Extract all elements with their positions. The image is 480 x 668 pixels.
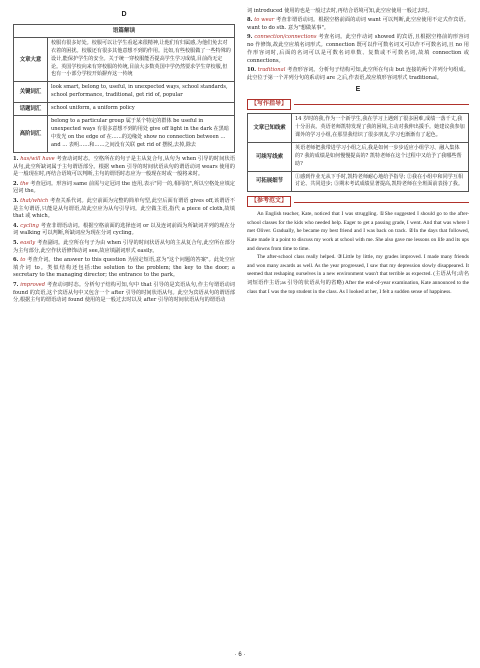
answer-key: traditional [257, 67, 286, 74]
answer-text: 考查副词。此空所在句子为由 when 引导的时间状语从句的主从复合句,此空所在部分为主句部分,此空作状语修饰动词 see,故应填副词形式 easily。 [13, 239, 236, 254]
answer-text: 考查动词时态。分析句子结构可知,句中 that 引导的是宾语从句,作主句谓语动词 found 的宾语,这个宾语从句中又包含一个 after 引导的时间状语从句。此空为宾语从句的谓语部分,根据主句的谓语动词 found 使用的是一般过去时以及 after 引导的时间状语从句的谓语动 [13, 281, 235, 304]
row-label: 可续写线索 [248, 142, 292, 171]
divider [294, 104, 469, 105]
row-content: ①感到作业无从下手时,凯特老师耐心地给予指导; ②我在小组中和同学互相讨论、共同进步; ③期末考试成绩显著提高,凯特老师在全班面前表扬了我。 [292, 171, 469, 192]
answer-item [247, 8, 469, 16]
answer-key: easily [20, 239, 36, 246]
sample-essay-tag: 【参考范文】 [247, 196, 291, 207]
sample-essay-header [247, 196, 469, 207]
table-row [14, 103, 235, 116]
answer-explanations-cont [247, 8, 469, 83]
answer-text: 考查非谓语动词。根据空格前面的动词 want 可以判断,此空应使用不定式作宾语。want to do sth. 意为"想做某事"。 [247, 17, 469, 32]
section-letter-e: E [355, 85, 361, 93]
table-row [248, 171, 469, 192]
answer-key: has/will have [20, 155, 55, 162]
section-letter-d: D [121, 11, 127, 18]
answer-explanations [13, 156, 235, 305]
row-content: look smart, belong to, useful, in unexpected ways, school standards, school performance, traditional, get rid of, popular [48, 82, 235, 103]
writing-guide-tag: 【写作指导】 [247, 99, 291, 110]
writing-guide-header [247, 99, 469, 110]
table-row [14, 116, 235, 153]
divider [294, 202, 469, 203]
answer-item: 6. to 考查介词。the answer to this question 为固定短语,意为"这个问题的答案"。此处空应填介词 to。类似结构还包括:the solution to the problem; the key to the door; a secretary to the managing director; the entrance to the park。 [13, 256, 235, 279]
essay-paragraph: The after-school class really helped. ③Little by little, my grades improved. I made many friends and won many awards as well. As the year progressed, I saw that my depression slowly disappeared. It seemed that reshaping ourselves in a new environment wasn't that terrible as expected. (主语从句;动名词短语作主语;as 引导的状语从句的省略) After the end-of-year examination, Kate announced to the class that I was the top student in the class. As I looked at her, I felt a sudden sense of happiness. [247, 254, 469, 295]
answer-key: that/which [20, 197, 49, 204]
row-label: 高阶词汇 [14, 116, 48, 153]
table-row [14, 82, 235, 103]
left-column [13, 8, 235, 307]
answer-key: connection/connections [254, 34, 317, 41]
row-content: 14 岁时的我,作为一个新学生,我在学习上遇到了很多困难,成绩一落千丈,我十分沮丧。英语老师凯特发现了我的困境,主动对我伸出援手。她建议我参加课外的学习小组,在那里我结识了很多朋友,学习也渐渐有了起色。 [292, 114, 469, 143]
answer-key: the [20, 180, 29, 187]
table-row [248, 142, 469, 171]
right-column [247, 8, 469, 296]
row-content: 英语老师把我带进学习小组之后,我是如何一步步适应小组学习、融入集体的? 我的成绩是如何慢慢提高的? 凯特老师在这个过程中又给予了我哪些帮助? [292, 142, 469, 171]
writing-guide-table [247, 113, 469, 192]
answer-text: 考查关系代词。此空前面为完整的简单句型,此空后面有谓语 gives off,该谓语不是主句谓语,只能是从句谓语,故此空应为从句引导词。此空做主语,指代 a piece of cloth,故填 that 或 which。 [13, 197, 235, 220]
answer-item: 4. cycling 考查非谓语动词。根据空格前面的选择连词 or 以及连词前面为所缺词并列的现在分词 walking 可以判断,所缺词应为现在分词 cycling。 [13, 222, 236, 237]
answer-text: 词 introduced 使用的也是一般过去时,再结合语境可知,此空应使用一般过去时。 [247, 8, 433, 14]
answer-text: 考查名词。此空作动词 showed 的宾语,且根据空格前的形容词 no 作修饰,故此空应填名词形式。connection 既可以作可数名词又可以作不可数名词,且 no 用作形容词时,后面的名词可以是可数名词单数、复数或不可数名词,故填 connection 或 connections。 [247, 34, 469, 64]
row-label: 可拓展细节 [248, 171, 292, 192]
answer-key: to wear [254, 17, 275, 24]
answer-key: improved [20, 281, 46, 288]
answer-text: 考查介词。the answer to this question 为固定短语,意为"这个问题的答案"。此处空应填介词 to。类似结构还包括:the solution to the problem; the key to the door; a secretary to the managing director; the entrance to the park。 [13, 256, 235, 279]
row-label: 文章已知线索 [248, 114, 292, 143]
row-label: 关键词汇 [14, 82, 48, 103]
answer-item: 2. the 考查冠词。形容词 same 前需与定冠词 the 连用,表示"同一的,相同的",所以空格处应填定冠词 the。 [13, 180, 235, 195]
page-number: · 6 · [234, 652, 246, 658]
essay-paragraph: An English teacher, Kate, noticed that I was struggling. ①She suggested I should go to the after-school classes for the kids who needed help. Eager to get a passing grade, I went. And that was where I met Oliver. Gradually, he became my best friend and I was back on track. ②In the days that followed, Kate made it a point to discuss my work at school with me. She also gave me lessons on life and its ups and downs from time to time. [247, 211, 469, 252]
answer-item: 10. traditional 考查形容词。分析句子结构可知,此空所在句由 but 连接的两个并列分句组成。此空位于第一个并列分句的系动词 are 之后,作表语,故应填形容词形式 traditional。 [247, 67, 469, 81]
answer-text: 考查形容词。分析句子结构可知,此空所在句由 but 连接的两个并列分句组成。此空位于第一个并列分句的系动词 are 之后,作表语,故应填形容词形式 traditional。 [247, 67, 469, 81]
answer-key: cycling [20, 222, 39, 229]
answer-item: 7. improved 考查动词时态。分析句子结构可知,句中 that 引导的是宾语从句,作主句谓语动词 found 的宾语,这个宾语从句中又包含一个 after 引导的时间状语从句。此空为宾语从句的谓语部分,根据主句的谓语动词 found 使用的是一般过去时以及 after 引导的时间状语从句的谓语动 [13, 281, 235, 304]
table-row [14, 37, 235, 81]
answer-key: to [20, 256, 26, 263]
answer-item: 3. that/which 考查关系代词。此空前面为完整的简单句型,此空后面有谓语 gives off,该谓语不是主句谓语,只能是从句谓语,故此空应为从句引导词。此空做主语,指代 a piece of cloth,故填 that 或 which。 [13, 197, 235, 220]
row-label: 文章大意 [14, 37, 48, 81]
answer-item: 1. has/will have 考查动词时态。空格所在的句子是主从复合句,从句为 when 引导的时间状语从句,此空所缺词属于主句谓语部分。根据 when 引导的时间状语从句的谓语动词 wears 使用的是一般现在时,再结合语境可以判断,主句的谓语时态应为一般现在时或一般将来时。 [13, 155, 236, 178]
answer-item: 5. easily 考查副词。此空所在句子为由 when 引导的时间状语从句的主从复合句,此空所在部分为主句部分,此空作状语修饰动词 see,故应填副词形式 easily。 [13, 239, 236, 254]
answer-text: 考查冠词。形容词 same 前需与定冠词 the 连用,表示"同一的,相同的",所以空格处应填定冠词 the。 [13, 180, 235, 195]
row-label: 话题词汇 [14, 103, 48, 116]
row-content: 校服有很多好处。校服可以让学生看起来很精神,让他们有归属感,为他们免去对衣着的困扰。校服还有很多其他意想不到的作用。比如,有些校服做了一些特殊的设计,能保护学生的安全。关于统一穿校服能否提高学生学习成绩,目前尚无定论。英国学校向来有穿校服的传统,目前大多数英国中学仍然要求学生穿校服,但也有一小部分学校开始摒弃这一传统 [48, 37, 235, 81]
table-title: 语篇解读 [14, 24, 235, 37]
table-row [248, 114, 469, 143]
answer-item: 8. to wear 考查非谓语动词。根据空格前面的动词 want 可以判断,此空应使用不定式作宾语。want to do sth. 意为"想做某事"。 [247, 17, 469, 32]
answer-text: 考查非谓语动词。根据空格前面的选择连词 or 以及连词前面为所缺词并列的现在分词 walking 可以判断,所缺词应为现在分词 cycling。 [13, 222, 236, 237]
row-content: belong to a particular group 属于某个特定的群体 be useful in unexpected ways 有很多意想不到的用处 give off light in the dark 在黑暗中发光 on the edge of 在……的边缘处 show no connection between … and … 表明……和……之间没有关联 get rid of 摆脱,去掉,除去 [48, 116, 235, 153]
row-content: school uniform, a uniform policy [48, 103, 235, 116]
sample-essay [247, 210, 469, 296]
answer-item: 9. connection/connections 考查名词。此空作动词 showed 的宾语,且根据空格前的形容词 no 作修饰,故此空应填名词形式。connection 既可以作可数名词又可以作不可数名词,且 no 用作形容词时,后面的名词可以是可数名词单数、复数或不可数名词,故填 connection 或 connections。 [247, 34, 469, 64]
answer-text: 考查动词时态。空格所在的句子是主从复合句,从句为 when 引导的时间状语从句,此空所缺词属于主句谓语部分。根据 when 引导的时间状语从句的谓语动词 wears 使用的是一般现在时,再结合语境可以判断,主句的谓语时态应为一般现在时或一般将来时。 [13, 155, 236, 178]
passage-analysis-table [13, 24, 235, 153]
